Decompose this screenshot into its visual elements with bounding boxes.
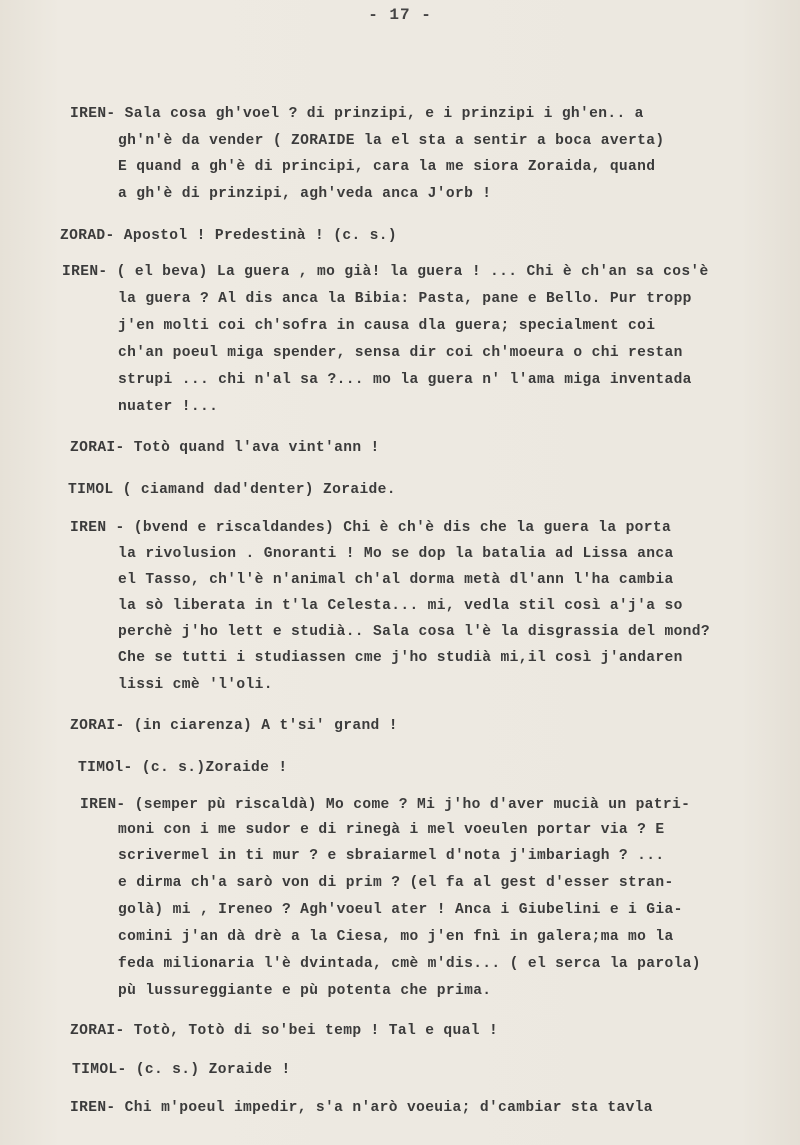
text-line: nuater !... bbox=[118, 399, 219, 415]
text-line: el Tasso, ch'l'è n'animal ch'al dorma metà dl'ann l'ha cambia bbox=[118, 572, 674, 588]
text-line: strupi ... chi n'al sa ?... mo la guera n' l'ama miga inventada bbox=[118, 372, 692, 388]
text-line: IREN - (bvend e riscaldandes) Chi è ch'è dis che la guera la porta bbox=[70, 520, 672, 536]
text-line: IREN- (semper pù riscaldà) Mo come ? Mi j'ho d'aver mucià un patri- bbox=[80, 797, 691, 813]
text-line: ZORAI- Totò, Totò di so'bei temp ! Tal e qual ! bbox=[70, 1023, 499, 1039]
page-number: - 17 - bbox=[368, 6, 432, 24]
text-line: IREN- Chi m'poeul impedir, s'a n'arò voeuia; d'cambiar sta tavla bbox=[70, 1100, 653, 1116]
text-line: IREN- ( el beva) La guera , mo già! la guera ! ... Chi è ch'an sa cos'è bbox=[62, 264, 709, 280]
text-line: golà) mi , Ireneo ? Agh'voeul ater ! Anca i Giubelini e i Gia- bbox=[118, 902, 683, 918]
text-line: la sò liberata in t'la Celesta... mi, vedla stil così a'j'a so bbox=[118, 598, 683, 614]
text-line: TIMOl- (c. s.)Zoraide ! bbox=[78, 760, 288, 776]
text-line: la rivolusion . Gnoranti ! Mo se dop la batalia ad Lissa anca bbox=[118, 546, 674, 562]
text-line: TIMOL ( ciamand dad'denter) Zoraide. bbox=[68, 482, 396, 498]
text-line: ZORAI- (in ciarenza) A t'si' grand ! bbox=[70, 718, 398, 734]
text-line: ZORAI- Totò quand l'ava vint'ann ! bbox=[70, 440, 380, 456]
text-line: moni con i me sudor e di rinegà i mel voeulen portar via ? E bbox=[118, 822, 665, 838]
text-line: comini j'an dà drè a la Ciesa, mo j'en fnì in galera;ma mo la bbox=[118, 929, 674, 945]
text-line: IREN- Sala cosa gh'voel ? di prinzipi, e i prinzipi i gh'en.. a bbox=[70, 106, 644, 122]
text-line: j'en molti coi ch'sofra in causa dla guera; specialment coi bbox=[118, 318, 656, 334]
text-line: pù lussureggiante e pù potenta che prima. bbox=[118, 983, 492, 999]
text-line: perchè j'ho lett e studià.. Sala cosa l'è la disgrassia del mond? bbox=[118, 624, 710, 640]
text-line: ch'an poeul miga spender, sensa dir coi ch'moeura o chi restan bbox=[118, 345, 683, 361]
text-line: ZORAD- Apostol ! Predestinà ! (c. s.) bbox=[60, 228, 397, 244]
text-line: a gh'è di prinzipi, agh'veda anca J'orb ! bbox=[118, 186, 492, 202]
text-line: e dirma ch'a sarò von di prim ? (el fa al gest d'esser stran- bbox=[118, 875, 674, 891]
text-line: feda milionaria l'è dvintada, cmè m'dis... ( el serca la parola) bbox=[118, 956, 701, 972]
text-line: Che se tutti i studiassen cme j'ho studià mi,il così j'andaren bbox=[118, 650, 683, 666]
text-line: gh'n'è da vender ( ZORAIDE la el sta a sentir a boca averta) bbox=[118, 133, 665, 149]
text-line: lissi cmè 'l'oli. bbox=[118, 677, 273, 693]
text-line: la guera ? Al dis anca la Bibia: Pasta, pane e Bello. Pur tropp bbox=[118, 291, 692, 307]
text-line: TIMOL- (c. s.) Zoraide ! bbox=[72, 1062, 291, 1078]
text-line: E quand a gh'è di principi, cara la me siora Zoraida, quand bbox=[118, 159, 656, 175]
text-line: scrivermel in ti mur ? e sbraiarmel d'nota j'imbariagh ? ... bbox=[118, 848, 665, 864]
